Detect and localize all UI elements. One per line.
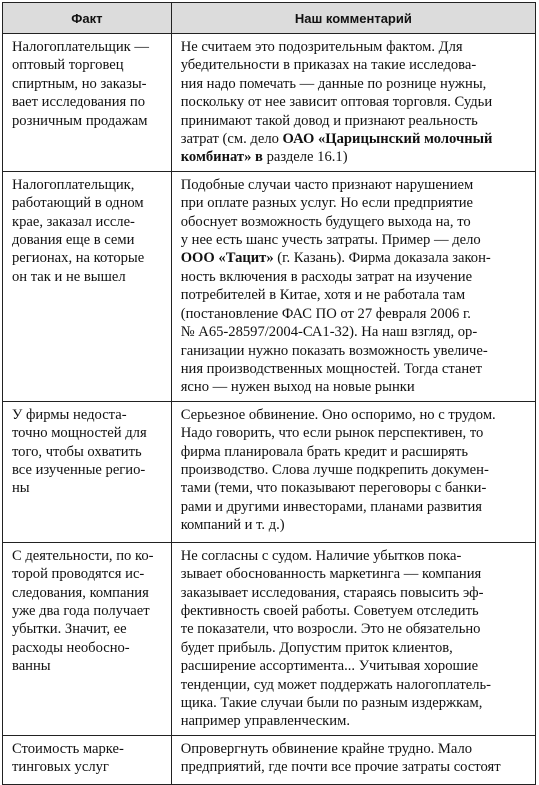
comment-line: зывает обоснованность маркетинга — компания [180,566,482,583]
fact-line: С деятельности, по ко- [12,547,154,564]
fact-line: дования еще в семи [12,232,135,249]
table-row [3,735,536,784]
comment-line: фективность своей работы. Советуем отследить [180,602,479,619]
fact-line: тинговых услуг [12,759,109,776]
fact-cell [3,34,172,172]
comment-text: разделе 16.1) [262,149,348,166]
comment-cell [171,735,535,784]
table-row [3,401,536,542]
comment-line: (постановление ФАС ПО от 27 февраля 2006 г. [180,305,471,322]
comment-line: заказывает исследования, стараясь повысить эф- [180,584,484,601]
comment-text: (г. Казань). Фирма доказала закон- [273,250,491,267]
comment-line: при оплате разных услуг. Но если предприятие [180,195,474,212]
comment-line: Не считаем это подозрительным фактом. Для [180,39,463,55]
comment-line: потребителей в Китае, хотя и не работала там [180,287,466,304]
fact-line: того, чтобы охватить [12,443,142,460]
fact-line: Стоимость марке- [12,740,124,757]
fact-line: уже два года получает [12,602,150,619]
table-header-row [3,3,536,34]
fact-line: ны [12,480,30,497]
comment-cell [171,34,535,172]
comment-cell [171,542,535,735]
fact-line: Налогоплательщик, [12,176,135,193]
comment-line: компаний и т. д.) [180,517,285,534]
comment-line: будет прибыль. Допустим приток клиентов, [180,639,453,656]
comment-cell [171,401,535,542]
fact-line: оптовый торговец [12,57,124,74]
fact-cell [3,401,172,542]
comment-line: например управленческим. [180,713,350,730]
comment-line: Надо говорить, что если рынок перспективен, то [180,425,484,442]
comment-line: расширение ассортимента... Учитывая хорошие [180,658,479,675]
fact-line: вает исследования по [12,94,145,111]
comment-line: фирма планировала брать кредит и расширять [180,443,469,460]
fact-line: Налогоплательщик — [12,39,150,55]
comment-line: у нее есть шанс учесть затраты. Пример — дело [180,232,481,249]
comparison-table [2,2,536,785]
comment-line: те показатели, что возросли. Это не обязательно [180,621,481,638]
fact-cell [3,171,172,401]
comment-line: рами и другими инвесторами, планами развития [180,498,482,515]
table-row [3,171,536,401]
fact-line: работающий в одном [12,195,144,212]
comment-line: принимают такой довод и признают реальность [180,112,478,129]
fact-line: он так и не вышел [12,268,126,285]
fact-line: расходы необосно- [12,639,130,656]
fact-cell [3,542,172,735]
comment-line: Опровергнуть обвинение крайне трудно. Мало [180,740,473,757]
header-comment: Наш комментарий [171,3,535,34]
fact-line: регионах, на которые [12,250,145,267]
comment-line: ния производственных мощностей. Тогда станет [180,360,483,377]
comment-line [181,249,529,267]
comment-line: тами (теми, что показывают переговоры с банки- [180,480,487,497]
comment-line: Подобные случаи часто признают нарушением [180,176,474,193]
fact-line: убытки. Значит, ее [12,621,127,638]
case-name-bold: ООО «Тацит» [180,250,274,267]
table-row [3,542,536,735]
fact-line: все изученные регио- [12,461,146,478]
comment-line: щика. Такие случаи были по разным издержкам, [180,694,483,711]
case-name-bold: комбинат» в [180,149,263,166]
comment-line: Не согласны с судом. Наличие убытков пока- [180,547,462,564]
comment-line [181,130,529,148]
comment-line: ясно — нужен выход на новые рынки [180,379,415,396]
comment-line: обоснует возможность будущего выхода на, то [180,213,471,230]
fact-line: розничным продажам [12,112,148,129]
fact-line: торой проводятся ис- [12,566,145,583]
comment-line: производство. Слова лучше подкрепить докумен- [180,461,489,478]
comment-line: № А65-28597/2004-СА1-32). На наш взгляд, ор- [180,324,478,341]
fact-line: спиртным, но заказы- [12,75,147,92]
fact-line: следования, компания [12,584,149,601]
fact-line: У фирмы недоста- [12,406,127,423]
comment-line: убедительности в приказах на такие исследова- [180,57,477,74]
comment-line: ганизации нужно показать возможность увеличе- [180,342,488,359]
comment-cell [171,171,535,401]
comment-line: ния надо помечать — данные по рознице нужны, [180,75,487,92]
comment-line: предприятий, где почти все прочие затраты состоят [180,759,501,776]
table-row [3,34,536,172]
comment-line: тенденции, суд может поддержать налогоплатель- [180,676,492,693]
header-fact: Факт [3,3,172,34]
comment-line: поскольку от нее зависит оптовая торговля. Судьи [180,94,493,111]
fact-line: точно мощностей для [12,425,147,442]
comment-line: ность включения в расходы затрат на изучение [180,268,473,285]
comment-line [181,148,529,166]
fact-cell [3,735,172,784]
comment-line: Серьезное обвинение. Оно оспоримо, но с трудом. [180,406,496,423]
fact-line: крае, заказал иссле- [12,213,135,230]
comment-text: затрат (см. дело [180,131,283,148]
fact-line: ванны [12,658,51,675]
case-name-bold: ОАО «Царицынский молочный [282,131,493,148]
